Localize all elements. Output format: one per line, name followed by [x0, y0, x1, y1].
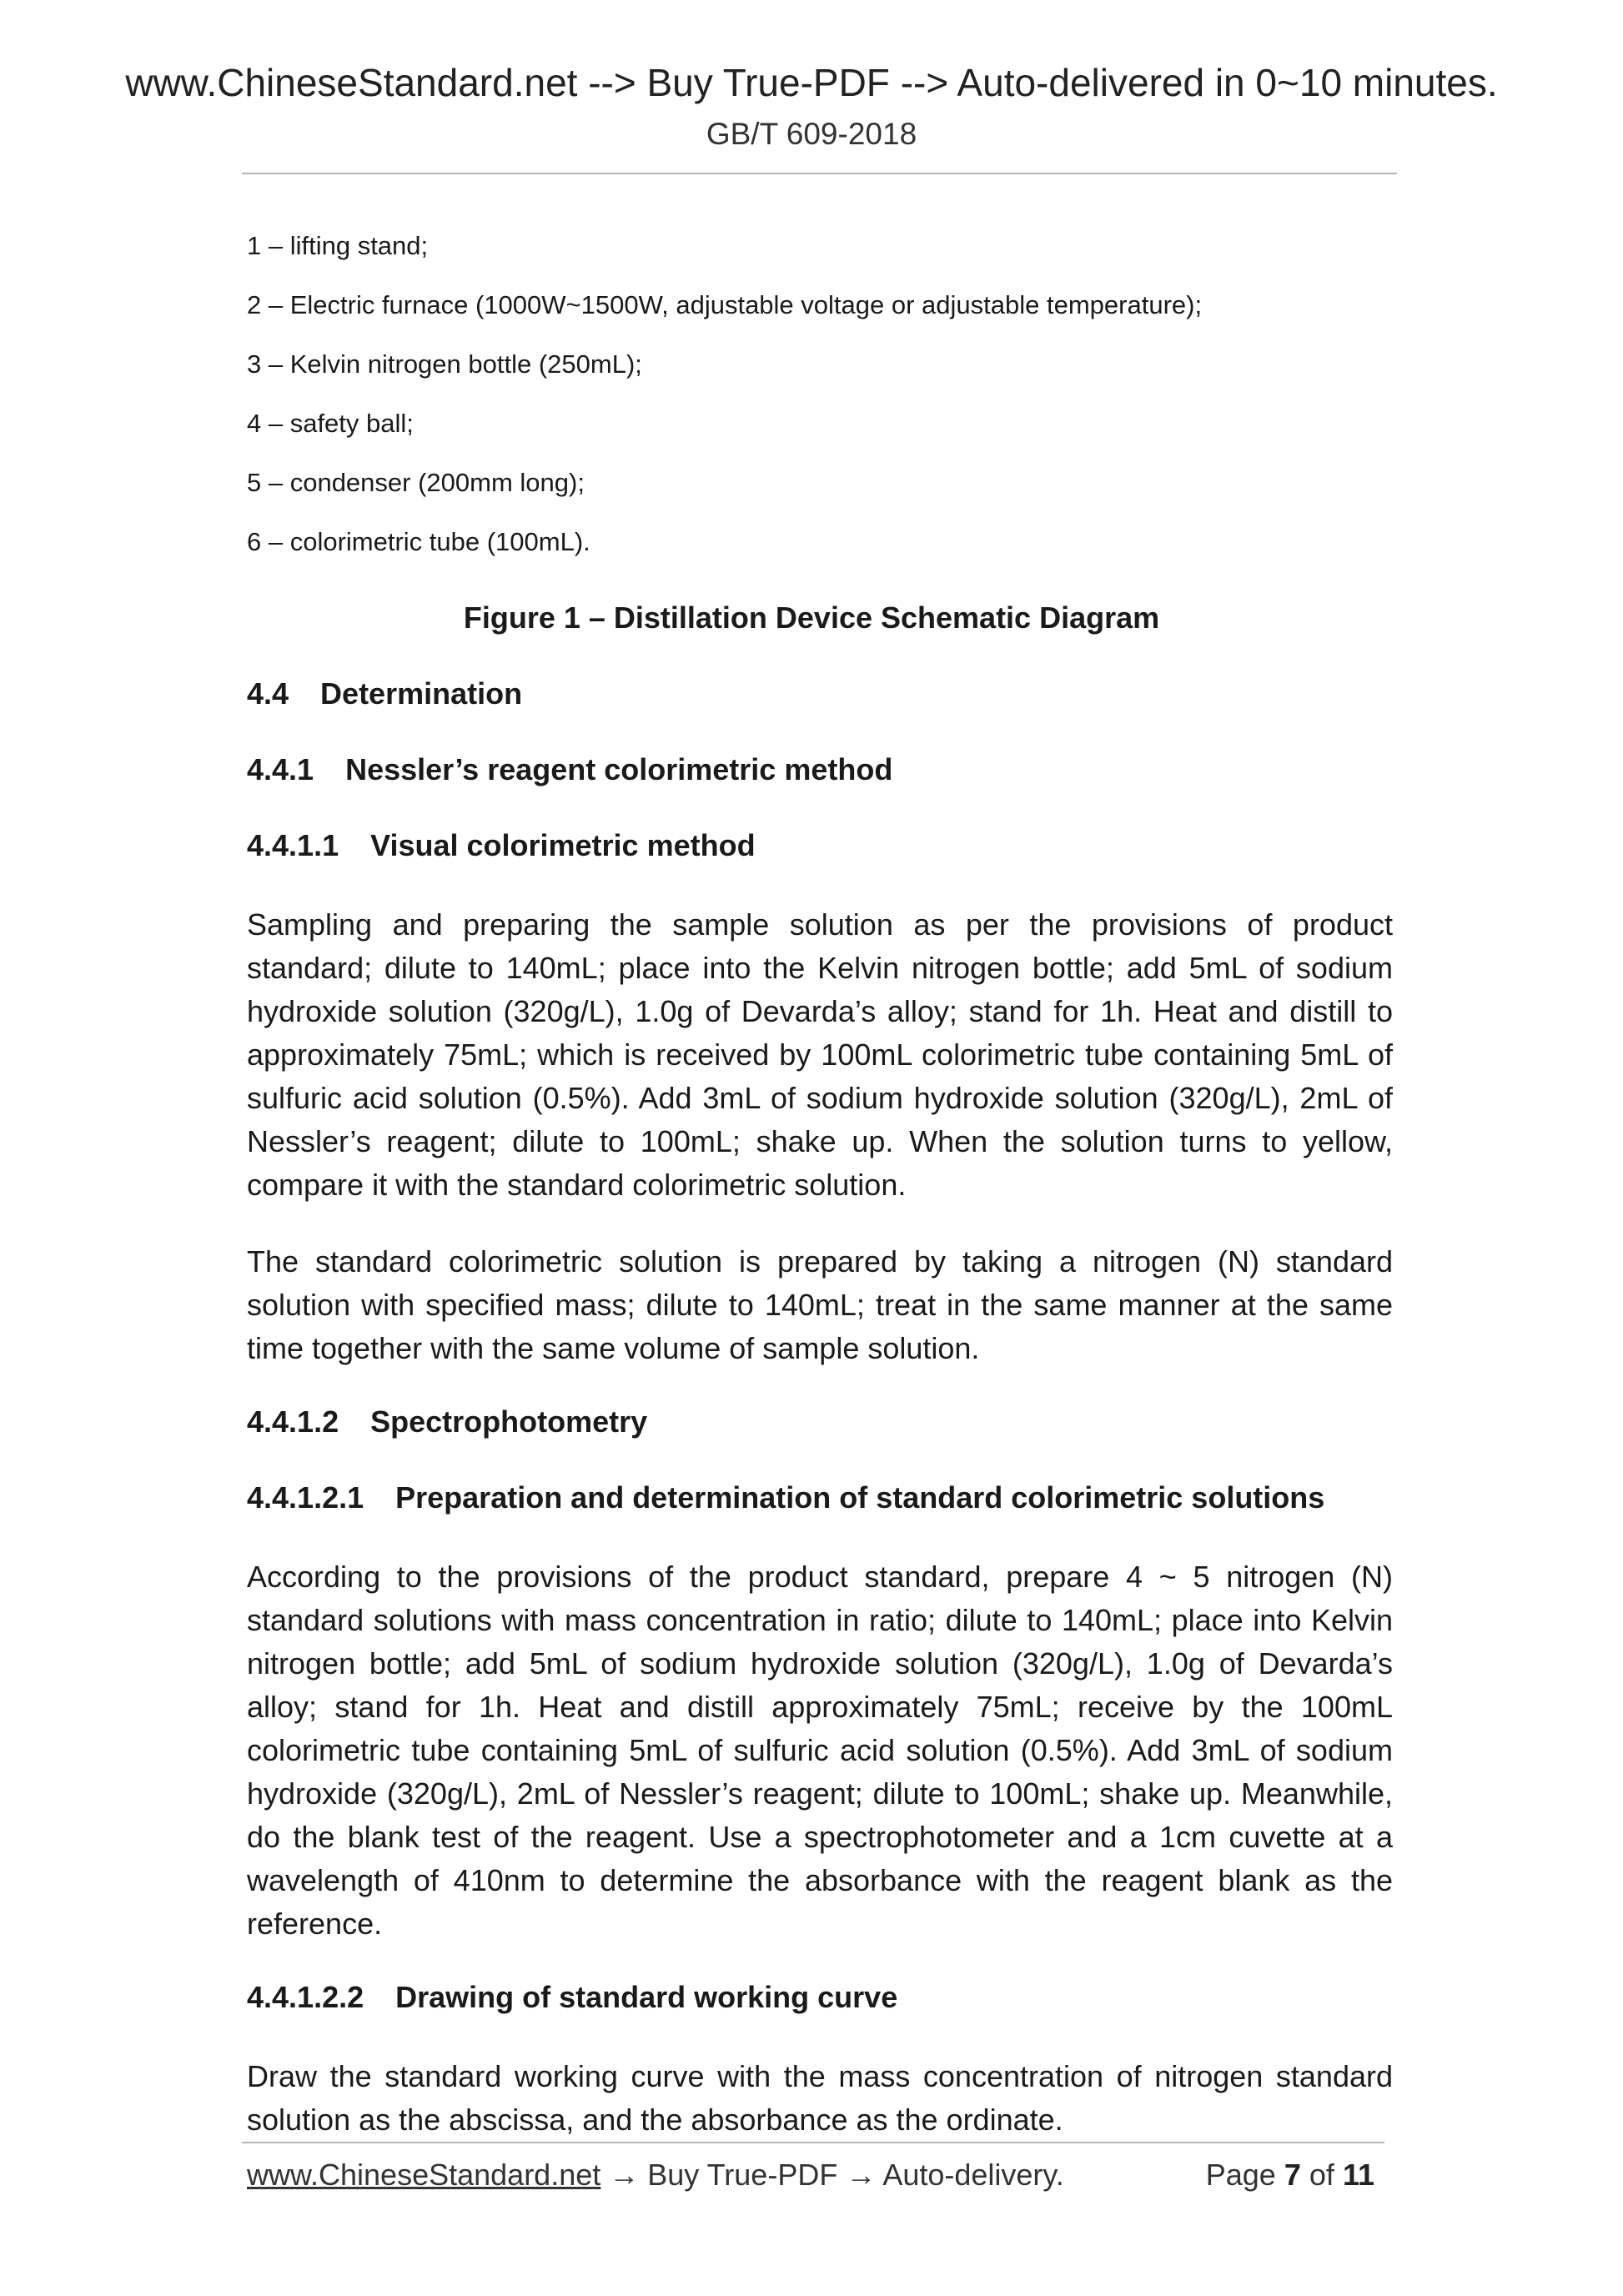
page-total: 11	[1342, 2158, 1374, 2192]
site-link[interactable]: www.ChineseStandard.net	[247, 2158, 601, 2192]
section-number: 4.4.1.1	[247, 828, 339, 862]
legend-item: 1 – lifting stand;	[247, 231, 429, 260]
section-heading	[247, 676, 1393, 712]
section-heading	[247, 1404, 1393, 1440]
legend-item: 5 – condenser (200mm long);	[247, 468, 585, 497]
section-number: 4.4.1.2	[247, 1404, 339, 1439]
figure-legend	[247, 229, 1202, 585]
section-heading	[247, 827, 1393, 864]
footer-trail: → Buy True-PDF → Auto-delivery.	[600, 2158, 1064, 2192]
page-label: Page	[1205, 2158, 1276, 2192]
section-heading	[247, 1480, 1393, 1516]
paragraph: According to the provisions of the product standard, prepare 4 ~ 5 nitrogen (N) standard solutions with mass concentration in ratio; dilute to 140mL; place into Kelvin nitrogen bottle; add 5mL of sodium hydroxide solution (320g/L), 1.0g of Devarda’s alloy; stand for 1h. Heat and distill approximately 75mL; receive by the 100mL colorimetric tube containing 5mL of sulfuric acid solution (0.5%). Add 3mL of sodium hydroxide (320g/L), 2mL of Nessler’s reagent; dilute to 100mL; shake up. Meanwhile, do the blank test of the reagent. Use a spectrophotometer and a 1cm cuvette at a wavelength of 410nm to determine the absorbance with the reagent blank as the reference.	[247, 1560, 1393, 1941]
legend-item: 4 – safety ball;	[247, 409, 414, 438]
section-title: Drawing of standard working curve	[395, 1980, 898, 2014]
section-title: Preparation and determination of standard colorimetric solutions	[395, 1480, 1325, 1515]
legend-item: 3 – Kelvin nitrogen bottle (250mL);	[247, 349, 642, 379]
paragraph: The standard colorimetric solution is prepared by taking a nitrogen (N) standard solution with specified mass; dilute to 140mL; treat in the same manner at the same time together with the same volume of sample solution.	[247, 1244, 1393, 1365]
document-body	[247, 676, 1393, 2175]
section-number: 4.4	[247, 676, 289, 711]
page-current: 7	[1284, 2158, 1301, 2192]
page-footer	[247, 2158, 1381, 2193]
standard-code: GB/T 609-2018	[706, 117, 917, 151]
section-heading	[247, 751, 1393, 788]
section-title: Nessler’s reagent colorimetric method	[345, 752, 893, 786]
legend-item: 2 – Electric furnace (1000W~1500W, adjustable voltage or adjustable temperature);	[247, 290, 1203, 319]
section-number: 4.4.1	[247, 752, 314, 786]
header-banner: www.ChineseStandard.net --> Buy True-PDF --> Auto-delivered in 0~10 minutes.	[125, 61, 1498, 104]
section-title: Determination	[320, 676, 523, 711]
footer-divider	[242, 2142, 1384, 2143]
page-of: of	[1309, 2158, 1334, 2192]
figure-caption: Figure 1 – Distillation Device Schematic Diagram	[463, 600, 1160, 635]
paragraph: Draw the standard working curve with the mass concentration of nitrogen standard solution as the abscissa, and the absorbance as the ordinate.	[247, 2059, 1393, 2137]
section-number: 4.4.1.2.2	[247, 1980, 364, 2014]
section-title: Visual colorimetric method	[370, 828, 756, 862]
paragraph: Sampling and preparing the sample solution as per the provisions of product standard; dilute to 140mL; place into the Kelvin nitrogen bottle; add 5mL of sodium hydroxide solution (320g/L), 1.0g of Devarda’s alloy; stand for 1h. Heat and distill to approximately 75mL; which is received by 100mL colorimetric tube containing 5mL of sulfuric acid solution (0.5%). Add 3mL of sodium hydroxide solution (320g/L), 2mL of Nessler’s reagent; dilute to 100mL; shake up. When the solution turns to yellow, compare it with the standard colorimetric solution.	[247, 907, 1393, 1202]
section-heading	[247, 1979, 1393, 2016]
header-divider	[242, 173, 1397, 174]
section-title: Spectrophotometry	[370, 1404, 648, 1439]
legend-item: 6 – colorimetric tube (100mL).	[247, 527, 590, 556]
page-indicator	[1206, 2158, 1374, 2193]
section-number: 4.4.1.2.1	[247, 1480, 364, 1515]
